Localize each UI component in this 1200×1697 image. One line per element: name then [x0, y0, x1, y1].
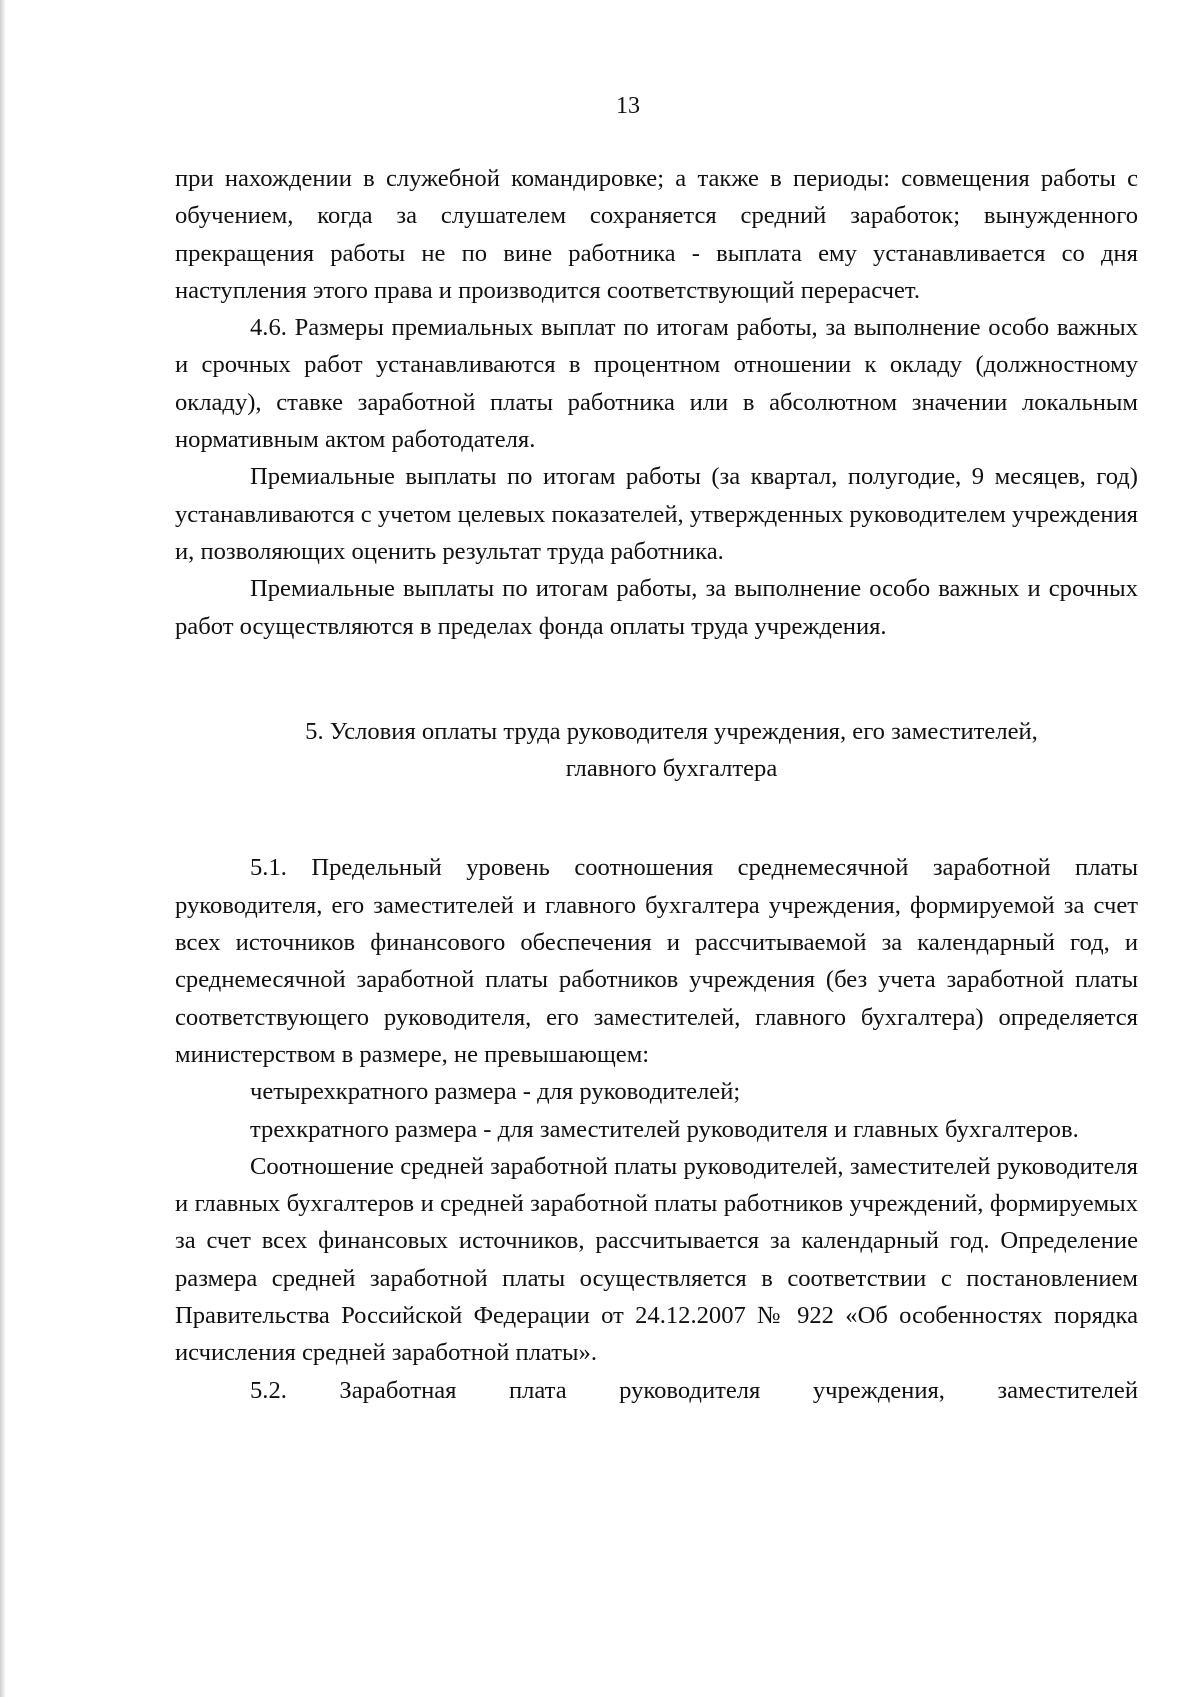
paragraph-5-2: 5.2. Заработная плата руководителя учреждения, заместителей — [250, 1376, 1138, 1404]
paragraph-bonus-fund: Премиальные выплаты по итогам работы, за выполнение особо важных и срочных работ осуществляются в пределах фонда оплаты труда учреждения. — [175, 575, 1138, 640]
paragraph-4-6: 4.6. Размеры премиальных выплат по итогам работы, за выполнение особо важных и срочных работ устанавливаются в процентном отношении к окладу (должностному окладу), ставке заработной платы работника или в абсолютном значении локальным нормативным актом работодателя. — [175, 314, 1138, 454]
paragraph-salary-ratio: Соотношение средней заработной платы руководителей, заместителей руководителя и главных бухгалтеров и средней заработной платы работников учреждений, формируемых за счет всех финансовых источников, рассчитывается за календарный год. Определение размера средней заработной платы осуществляется в соответствии с постановлением Правительства Российской Федерации от 24.12.2007 № 922 «Об особенностях порядка исчисления средней заработной платы». — [175, 1152, 1138, 1367]
scan-edge-shadow — [0, 0, 6, 1697]
document-body — [175, 160, 1138, 1409]
paragraph-5-1: 5.1. Предельный уровень соотношения среднемесячной заработной платы руководителя, его заместителей и главного бухгалтера учреждения, формируемой за счет всех источников финансового обеспечения и рассчитываемой за календарный год, и среднемесячной заработной платы работников учреждения (без учета заработной платы соответствующего руководителя, его заместителей, главного бухгалтера) определяется министерством в размере, не превышающем: — [175, 854, 1138, 1068]
section-heading-line-2: главного бухгалтера — [565, 755, 778, 783]
paragraph-bonus-targets: Премиальные выплаты по итогам работы (за квартал, полугодие, 9 месяцев, год) устанавливаются с учетом целевых показателей, утвержденных руководителем учреждения и, позволяющих оценить результат труда работника. — [175, 463, 1138, 565]
section-heading — [175, 713, 1138, 788]
list-item-threefold: трехкратного размера - для заместителей руководителя и главных бухгалтеров. — [250, 1115, 1079, 1143]
section-heading-line-1: 5. Условия оплаты труда руководителя учреждения, его заместителей, — [305, 717, 1038, 745]
paragraph-continuation: при нахождении в служебной командировке; а также в периоды: совмещения работы с обучением, когда за слушателем сохраняется средний заработок; вынужденного прекращения работы не по вине работника - выплата ему устанавливается со дня наступления этого права и производится соответствующий перерасчет. — [175, 165, 1138, 304]
page-number: 13 — [616, 93, 640, 119]
list-item-fourfold: четырехкратного размера - для руководителей; — [250, 1078, 741, 1106]
